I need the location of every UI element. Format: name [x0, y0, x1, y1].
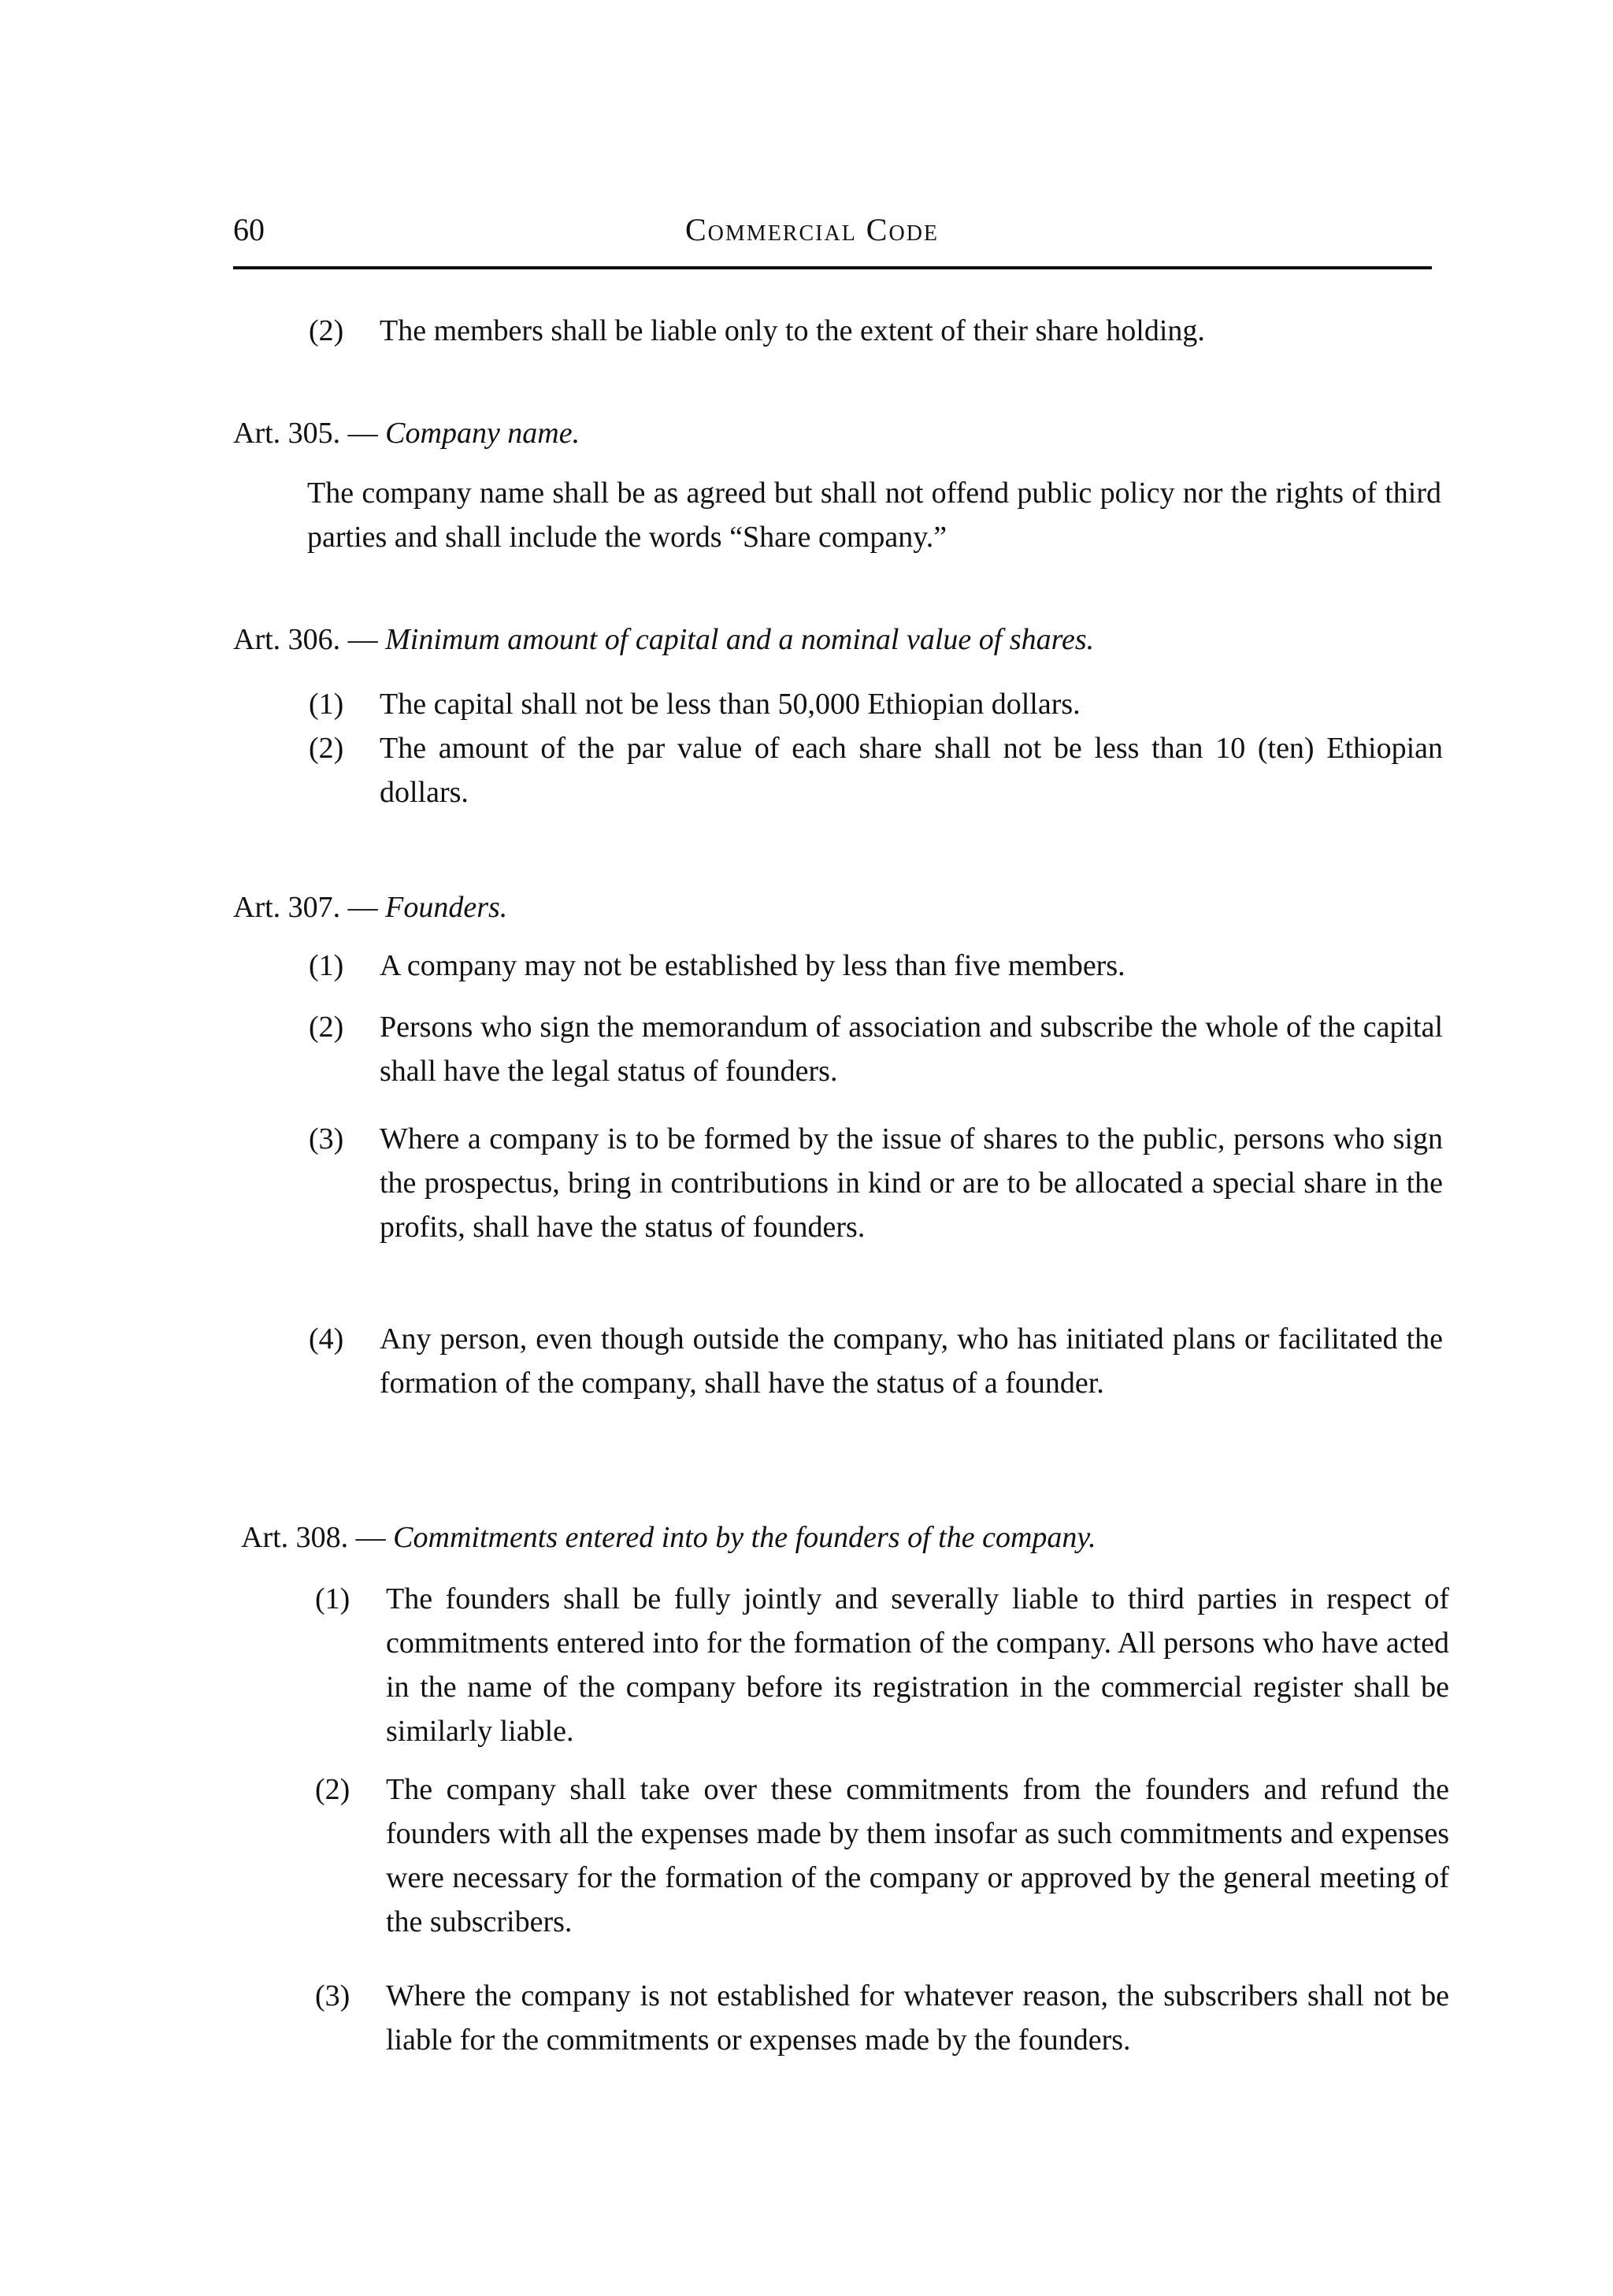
item-text: Where the company is not established for whatever reason, the subscribers shall not be liable for the commitments or expenses made by the founders.	[386, 1979, 1449, 2057]
list-item	[309, 1317, 1443, 1459]
article-title: Minimum amount of capital and a nominal value of shares.	[385, 623, 1095, 656]
header-rule	[233, 266, 1432, 269]
item-number: (3)	[309, 1122, 344, 1155]
list-item	[309, 682, 1443, 729]
list-item	[315, 1577, 1449, 1758]
list-item	[309, 1005, 1443, 1100]
article-heading-305	[233, 411, 580, 455]
item-number: (1)	[309, 688, 344, 721]
article-heading-308	[241, 1515, 1096, 1560]
article-title: Founders.	[385, 891, 508, 924]
item-text: Persons who sign the memorandum of association and subscribe the whole of the capital shall have the legal status of founders.	[380, 1011, 1443, 1088]
item-text: The company shall take over these commitments from the founders and refund the founders with all the expenses made by them insofar as such commitments and expenses were necessary for the formation of the company or approved by the general meeting of the subscribers.	[386, 1773, 1449, 1938]
list-item	[315, 1767, 1449, 1949]
page-number: 60	[233, 212, 265, 247]
article-title: Company name.	[385, 417, 580, 450]
article-title: Commitments entered into by the founders of the company.	[393, 1521, 1096, 1554]
item-text: The founders shall be fully jointly and severally liable to third parties in respect of commitments entered into for the formation of the company. All persons who have acted in the name of the company before its registration in the commercial register shall be similarly liable.	[386, 1582, 1449, 1748]
page-header	[233, 211, 1430, 274]
item-number: (4)	[309, 1322, 344, 1356]
article-number: Art. 307. —	[233, 891, 378, 924]
item-text: The amount of the par value of each share shall not be less than 10 (ten) Ethiopian dollars.	[380, 732, 1443, 809]
item-text: The members shall be liable only to the extent of their share holding.	[380, 314, 1205, 347]
intro-item	[309, 309, 1443, 356]
running-title: Commercial Code	[685, 212, 940, 247]
item-number: (2)	[315, 1773, 350, 1806]
article-305-paragraph: The company name shall be as agreed but shall not offend public policy nor the rights of third parties and shall include the words “Share company.”	[307, 477, 1441, 554]
item-text: Any person, even though outside the company, who has initiated plans or facilitated the formation of the company, shall have the status of a founder.	[380, 1322, 1443, 1400]
article-number: Art. 306. —	[233, 623, 378, 656]
item-number: (1)	[309, 949, 344, 982]
item-number: (2)	[309, 1011, 344, 1044]
article-heading-306	[233, 618, 1094, 662]
item-number: (2)	[309, 732, 344, 765]
list-item	[309, 1117, 1443, 1298]
article-number: Art. 305. —	[233, 417, 378, 450]
item-number: (3)	[315, 1979, 350, 2012]
article-number: Art. 308. —	[241, 1521, 386, 1554]
item-text: The capital shall not be less than 50,000 Ethiopian dollars.	[380, 688, 1081, 721]
list-item	[309, 726, 1443, 821]
list-item	[309, 944, 1443, 991]
item-text: A company may not be established by less than five members.	[380, 949, 1125, 982]
list-item	[315, 1974, 1449, 2116]
article-heading-307	[233, 885, 507, 929]
item-text: Where a company is to be formed by the issue of shares to the public, persons who sign the prospectus, bring in contributions in kind or are to be allocated a special share in the profits, shall have the status of founders.	[380, 1122, 1443, 1244]
item-number: (1)	[315, 1582, 350, 1615]
item-number: (2)	[309, 314, 344, 347]
